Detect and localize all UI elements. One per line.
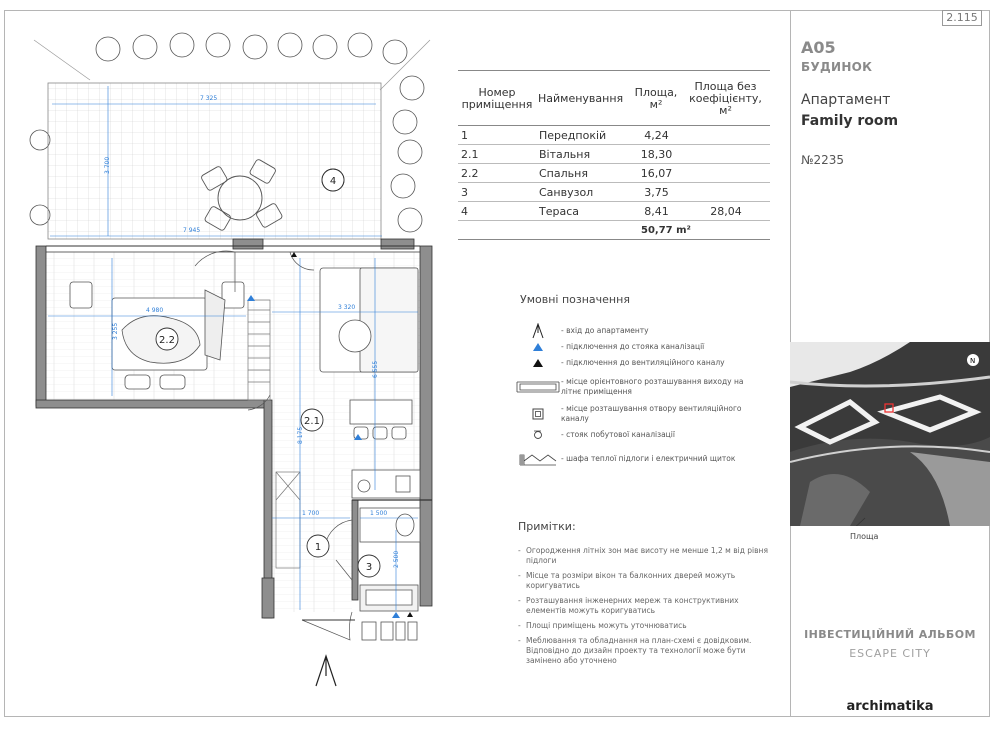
col-area-raw: Площа без коефіцієнту, м² <box>681 71 770 126</box>
sewer-riser-icon <box>515 430 561 440</box>
entrance-arrow-icon <box>316 656 336 686</box>
legend-item: - стояк побутової каналізації <box>515 430 751 440</box>
room-table <box>458 70 770 240</box>
room-1-label: 1 <box>314 542 322 553</box>
total-area: 50,77 m² <box>631 221 770 240</box>
notes-title: Примітки: <box>518 520 576 533</box>
note-item: - Місце та розміри вікон та балконних дверей можуть коригуватись <box>518 571 768 591</box>
building-label: БУДИНОК <box>801 60 873 74</box>
dim-4: 4 980 <box>146 307 164 314</box>
legend-item: - місце орієнтовного розташування виходу на літнє приміщення <box>515 377 751 397</box>
col-number: Номер приміщення <box>458 71 536 126</box>
legend-item: - підключення до стояка каналізації <box>515 342 751 352</box>
dim-8: 8 175 <box>297 426 304 444</box>
dim-3: 7 945 <box>183 227 201 234</box>
triangle-black-icon <box>515 359 561 367</box>
floor-plan <box>0 0 460 700</box>
site-map <box>790 342 990 526</box>
dim-6: 3 320 <box>338 304 356 311</box>
table-row: 3 Санвузол 3,75 <box>458 183 770 202</box>
dim-5: 3 255 <box>112 322 119 340</box>
project-name: ESCAPE CITY <box>849 647 931 660</box>
table-row: 2.1 Вітальня 18,30 <box>458 145 770 164</box>
site-label: Площа <box>850 532 879 541</box>
apartment-number: №2235 <box>801 153 845 167</box>
legend-item: - підключення до вентиляційного каналу <box>515 358 751 368</box>
door-position-icon <box>515 381 561 393</box>
table-row: 1 Передпокій 4,24 <box>458 126 770 145</box>
triangle-blue-icon <box>515 343 561 351</box>
cabinet-icon <box>515 452 561 466</box>
north-label: N <box>970 357 976 365</box>
legend-item: - шафа теплої підлоги і електричний щиток <box>515 452 751 466</box>
room-4-label: 4 <box>329 176 337 187</box>
apartment-code: A05 <box>801 38 836 57</box>
legend-item: - місце розташування отвору вентиляційного каналу <box>515 404 751 424</box>
table-row: 4 Тераса 8,41 28,04 <box>458 202 770 221</box>
col-area: Площа, м² <box>631 71 681 126</box>
dim-9: 1 700 <box>302 510 320 517</box>
apartment-type: Апартамент <box>801 92 891 108</box>
dim-2: 3 700 <box>104 156 111 174</box>
album-title: ІНВЕСТИЦІЙНИЙ АЛЬБОМ <box>804 628 976 641</box>
dim-7: 6 555 <box>372 360 379 378</box>
brand-logo: archimatika <box>846 699 934 714</box>
legend-item: - вхід до апартаменту <box>515 323 751 339</box>
sheet-number: 2.115 <box>942 10 982 26</box>
legend-title: Умовні позначення <box>520 293 630 306</box>
note-item: - Меблювання та обладнання на план-схемі є довідковим. Відповідно до дизайн проекту та технології може бути замінено або уточнено <box>518 636 768 666</box>
note-item: - Огородження літніх зон має висоту не менше 1,2 м від рівня підлоги <box>518 546 768 566</box>
notes-list <box>518 546 768 671</box>
table-total-row <box>458 221 770 240</box>
room-2-1-label: 2.1 <box>304 416 320 427</box>
vent-opening-icon <box>515 408 561 420</box>
room-2-2-label: 2.2 <box>159 335 175 346</box>
apartment-name: Family room <box>801 113 899 129</box>
room-3-label: 3 <box>365 562 373 573</box>
dim-1: 7 325 <box>200 95 218 102</box>
entrance-arrow-icon <box>515 323 561 339</box>
dim-11: 2 500 <box>393 550 400 568</box>
table-row: 2.2 Спальня 16,07 <box>458 164 770 183</box>
terrace <box>48 83 381 239</box>
dim-10: 1 500 <box>370 510 388 517</box>
note-item: - Розташування інженерних мереж та конструктивних елементів можуть коригуватись <box>518 596 768 616</box>
col-name: Найменування <box>536 71 631 126</box>
note-item: - Площі приміщень можуть уточнюватись <box>518 621 768 631</box>
